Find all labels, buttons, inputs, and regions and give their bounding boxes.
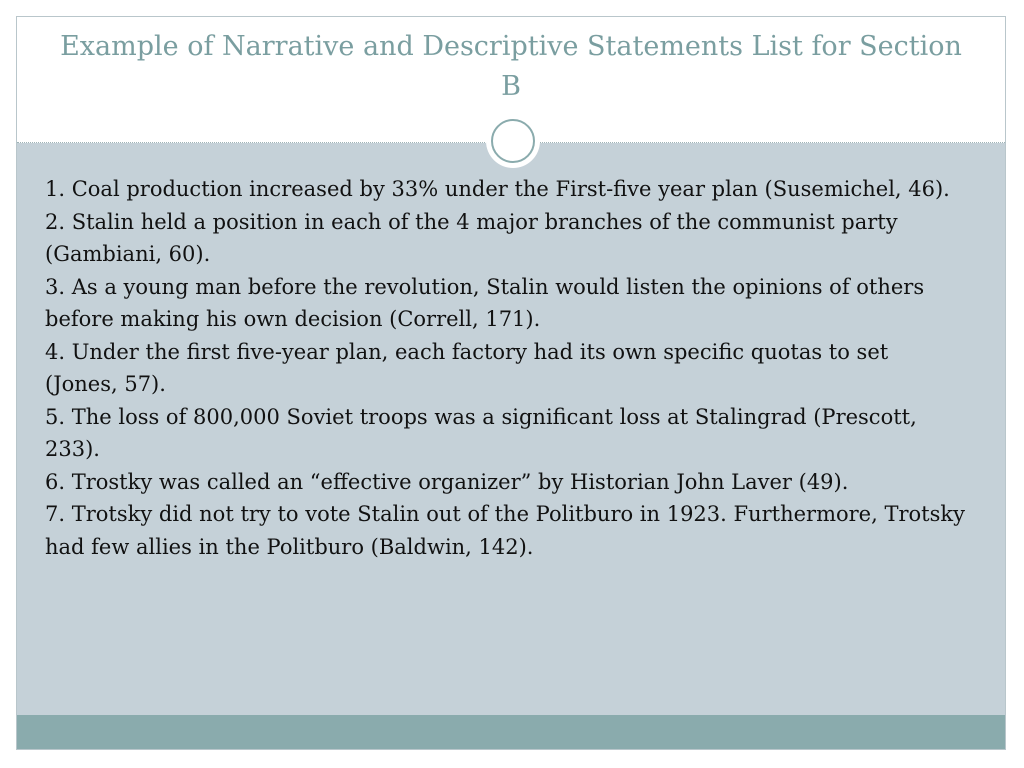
statement-item: 5. The loss of 800,000 Soviet troops was a significant loss at Stalingrad (Prescott, 233). <box>45 404 917 461</box>
slide-frame <box>16 16 1006 750</box>
statement-item: 1. Coal production increased by 33% under the First-five year plan (Susemichel, 46). <box>45 177 950 201</box>
circle-ornament-icon <box>486 114 540 168</box>
statement-item: 3. As a young man before the revolution, Stalin would listen the opinions of others before making his own decision (Correll, 171). <box>45 274 925 331</box>
statement-item: 6. Trostky was called an “effective organizer” by Historian John Laver (49). <box>45 469 849 494</box>
statement-item: 2. Stalin held a position in each of the 4 major branches of the communist party (Gambiani, 60). <box>45 209 898 266</box>
footer-band <box>17 715 1005 750</box>
slide-title: Example of Narrative and Descriptive Statements List for Section B <box>60 31 962 102</box>
statements-list <box>45 173 965 563</box>
statement-item: 7. Trotsky did not try to vote Stalin out of the Politburo in 1923. Furthermore, Trotsky had few allies in the Politburo (Baldwin, 142). <box>45 502 965 559</box>
statement-item: 4. Under the first five-year plan, each factory had its own specific quotas to set (Jones, 57). <box>45 339 889 396</box>
